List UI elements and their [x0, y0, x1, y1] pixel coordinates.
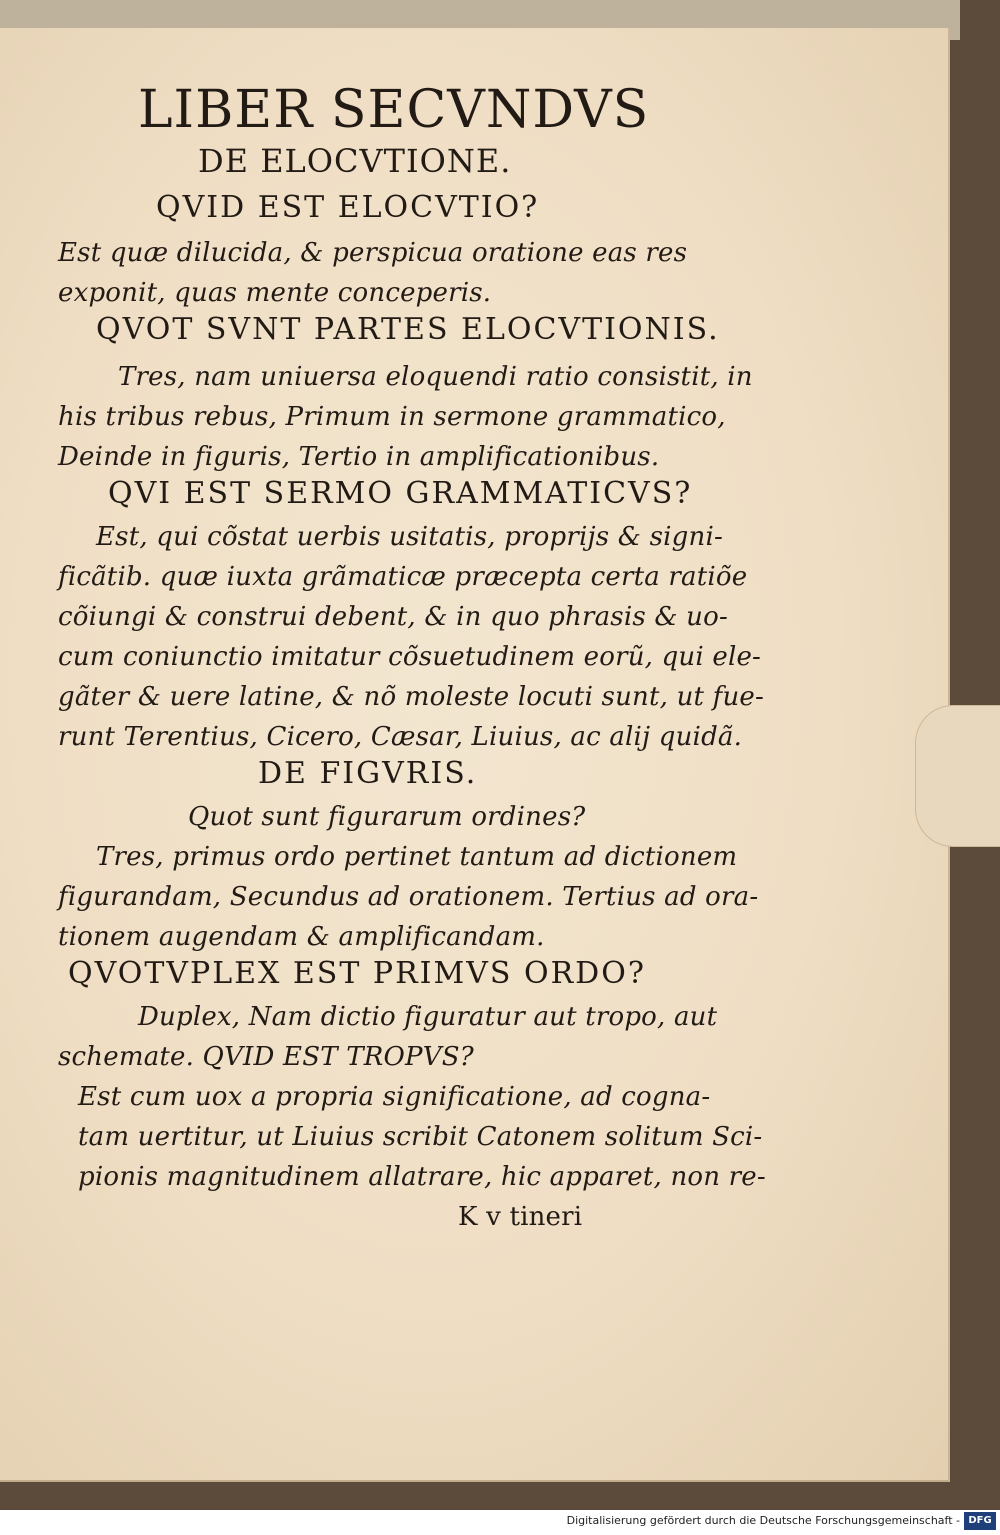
question-heading: QVID EST ELOCVTIO? [156, 190, 540, 225]
text-line: Est cum uox a propria significatione, ad cogna- [78, 1082, 711, 1112]
dfg-logo-icon: DFG [964, 1512, 996, 1530]
question-heading: QVOTVPLEX EST PRIMVS ORDO? [68, 956, 646, 991]
text-line: Duplex, Nam dictio figuratur aut tropo, aut [138, 1002, 718, 1032]
section-heading: DE FIGVRIS. [258, 756, 478, 791]
text-line: Est, qui cõstat uerbis usitatis, proprijs & signi- [96, 522, 723, 552]
text-line: figurandam, Secundus ad orationem. Tertius ad ora- [58, 882, 759, 912]
text-line: ficãtib. quæ iuxta grãmaticæ præcepta certa ratiõe [58, 562, 748, 592]
question-line: Quot sunt figurarum ordines? [188, 802, 586, 832]
signature-catchword: K v tineri [458, 1202, 583, 1232]
question-heading: QVOT SVNT PARTES ELOCVTIONIS. [96, 312, 720, 347]
section-title: DE ELOCVTIONE. [198, 142, 512, 180]
text-line: gãter & uere latine, & nõ moleste locuti sunt, ut fue- [58, 682, 764, 712]
text-line: schemate. QVID EST TROPVS? [58, 1042, 474, 1072]
text-line: cum coniunctio imitatur cõsuetudinem eorũ, qui ele- [58, 642, 762, 672]
text-line: Deinde in figuris, Tertio in amplificationibus. [58, 442, 660, 472]
text-line: his tribus rebus, Primum in sermone grammatico, [58, 402, 726, 432]
text-line: runt Terentius, Cicero, Cæsar, Liuius, ac alij quidã. [58, 722, 743, 752]
text-line: Tres, nam uniuersa eloquendi ratio consistit, in [118, 362, 753, 392]
book-title: LIBER SECVNDVS [138, 80, 650, 140]
question-heading: QVI EST SERMO GRAMMATICVS? [108, 476, 693, 511]
text-line: pionis magnitudinem allatrare, hic apparet, non re- [78, 1162, 766, 1192]
text-line: cõiungi & construi debent, & in quo phrasis & uo- [58, 602, 728, 632]
text-line: tionem augendam & amplificandam. [58, 922, 545, 952]
text-line: Tres, primus ordo pertinet tantum ad dictionem [96, 842, 738, 872]
text-line: tam uertitur, ut Liuius scribit Catonem solitum Sci- [78, 1122, 763, 1152]
footer-credit: Digitalisierung gefördert durch die Deutsche Forschungsgemeinschaft - [566, 1514, 960, 1527]
text-line: Est quæ dilucida, & perspicua oratione eas res [58, 238, 688, 268]
page-tab [915, 705, 1000, 847]
text-line: exponit, quas mente conceperis. [58, 278, 492, 308]
